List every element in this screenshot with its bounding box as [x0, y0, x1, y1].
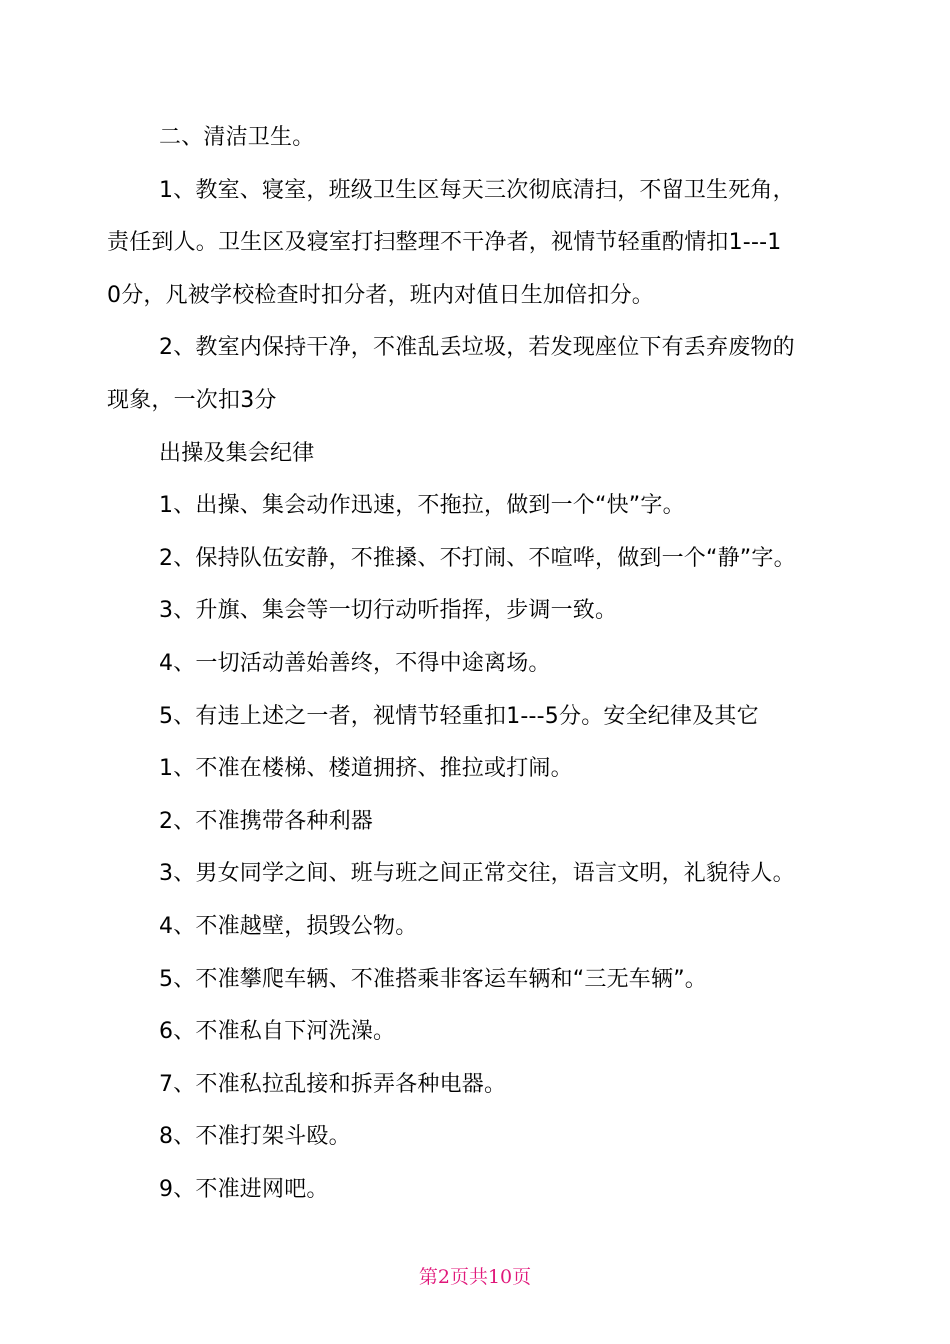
section-heading-assembly: 出操及集会纪律 — [159, 440, 315, 466]
paragraph-line: 5、有违上述之一者，视情节轻重扣1---5分。安全纪律及其它 — [159, 703, 759, 729]
document-body — [107, 112, 847, 1216]
paragraph-line: 6、不准私自下河洗澡。 — [159, 1019, 396, 1045]
page-number-footer: 第2页共10页 — [418, 1266, 532, 1288]
paragraph-line: 2、教室内保持干净，不准乱丢垃圾，若发现座位下有丢弃废物的 — [159, 335, 795, 361]
paragraph-line: 0分，凡被学校检查时扣分者，班内对值日生加倍扣分。 — [107, 282, 654, 308]
paragraph-line: 1、教室、寝室，班级卫生区每天三次彻底清扫，不留卫生死角， — [159, 177, 795, 203]
paragraph-line: 1、出操、集会动作迅速，不拖拉，做到一个“快”字。 — [159, 493, 685, 519]
paragraph-line: 4、不准越壁，损毁公物。 — [159, 913, 418, 939]
paragraph-line: 2、保持队伍安静，不推搡、不打闹、不喧哗，做到一个“静”字。 — [159, 545, 796, 571]
paragraph-line: 7、不准私拉乱接和拆弄各种电器。 — [159, 1071, 507, 1097]
paragraph-line: 9、不准进网吧。 — [159, 1176, 329, 1202]
paragraph-line: 3、升旗、集会等一切行动听指挥，步调一致。 — [159, 598, 618, 624]
paragraph-line: 责任到人。卫生区及寝室打扫整理不干净者，视情节轻重酌情扣1---1 — [107, 230, 782, 256]
paragraph-line: 8、不准打架斗殴。 — [159, 1124, 351, 1150]
paragraph-line: 4、一切活动善始善终，不得中途离场。 — [159, 650, 551, 676]
paragraph-line: 3、男女同学之间、班与班之间正常交往，语言文明，礼貌待人。 — [159, 861, 795, 887]
paragraph-line: 1、不准在楼梯、楼道拥挤、推拉或打闹。 — [159, 756, 573, 782]
paragraph-line: 5、不准攀爬车辆、不准搭乘非客运车辆和“三无车辆”。 — [159, 966, 707, 992]
section-heading-cleaning: 二、清洁卫生。 — [159, 125, 315, 150]
paragraph-line: 现象，一次扣3分 — [107, 387, 277, 413]
paragraph-line: 2、不准携带各种利器 — [159, 808, 373, 834]
